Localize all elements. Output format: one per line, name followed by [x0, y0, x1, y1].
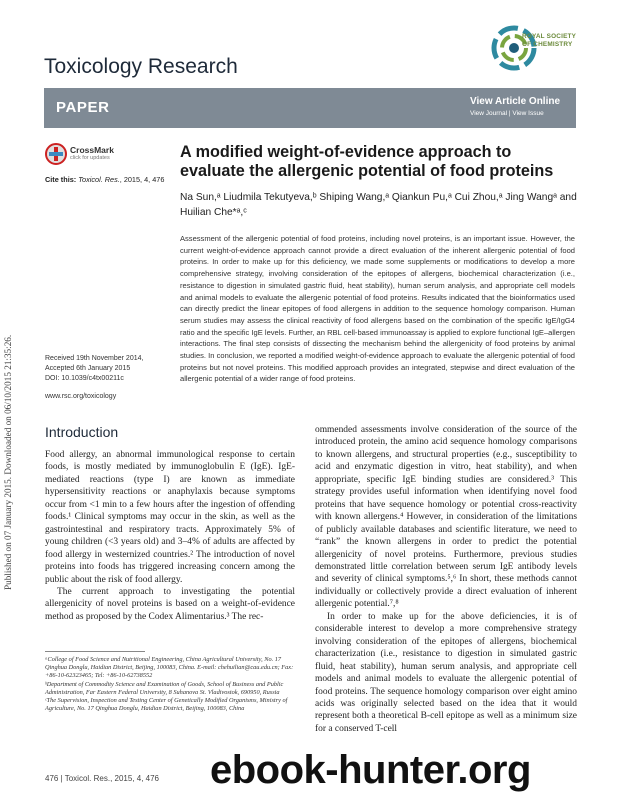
footnote: ᵇDepartment of Commodity Science and Examination of Goods, School of Business and Public Administration, Far Eastern Federal University, 8 Suhanova St. Vladivostok, 690950, Russia — [45, 680, 284, 696]
article-type-label: PAPER — [56, 99, 110, 116]
footnote: ᶜThe Supervision, Inspection and Testing Center of Genetically Modified Organisms, Ministry of Agriculture, No. 17 Qinghua Donglu, Haidian District, Beijing, 100083, China — [45, 697, 288, 713]
article-title: A modified weight-of-evidence approach to evaluate the allergenic potential of food proteins — [180, 143, 554, 180]
footnote: ᵃCollege of Food Science and Nutritional Engineering, China Agricultural University, No. 17 Qinghua Donglu, Haidian District, Beijing, 100083, China. E-mail: chehuilian@cau.edu.cn; Fax: +86-10-62323465; Tel: +86-10-62738552 — [45, 656, 294, 680]
publication-side-note: Published on 07 January 2015. Downloaded on 06/10/2015 21:35:26. — [3, 334, 13, 590]
article-dates: Received 19th November 2014, Accepted 6th January 2015 DOI: 10.1039/c4tx00211c — [45, 355, 144, 382]
paragraph: Food allergy, an abnormal immunological response to certain foods, is mostly mediated by immunoglobulin E (IgE). IgE-mediated reactions (type I) are known as immediate hypersensitivity reactions or anaphylaxis because symptoms occur from <1 min to a few hours after the ingestion of offending foods.¹ Clinical symptoms may occur in the skin, as well as the gastrointestinal and respiratory tracts. Approximately 5% of young children (<3 years old) and 3–4% of adults are affected by food allergy in westernized countries.² The introduction of novel proteins into foods has triggered increasing concern among the public about the risk of food allergy. — [45, 450, 295, 585]
article-type-banner — [44, 88, 576, 128]
rsc-logo-icon — [490, 20, 580, 80]
crossmark-sub: click for updates — [70, 155, 110, 161]
crossmark-badge[interactable] — [45, 143, 115, 165]
crossmark-icon — [45, 143, 67, 165]
author-list: Na Sun,ᵃ Liudmila Tekutyeva,ᵇ Shiping Wang,ᵃ Qiankun Pu,ᵃ Cui Zhou,ᵃ Jing Wangᵃ and Huilian Che*ᵃ,ᶜ — [180, 192, 577, 218]
journal-title: Toxicology Research — [44, 55, 238, 78]
citation: Cite this: Toxicol. Res., 2015, 4, 476 — [45, 175, 165, 184]
body-column-left — [45, 449, 295, 623]
affiliation-footnotes — [45, 656, 297, 713]
footnote-divider — [45, 651, 145, 652]
paragraph: In order to make up for the above deficiencies, it is of considerable interest to develop a more comprehensive strategy involving consideration of the epitopes of allergens, biochemical characterization (i.e., resistance to digestion in simulated gastric fluid, heat stability), human serum analysis, and appropriate cell models and animal models to evaluate the allergenic potential of food proteins. The sequence homology comparison over eight amino acids was originally selected based on the idea that it would represent both a theoretical B-cell epitope as well as a minimum size for a conserved T-cell — [315, 611, 577, 734]
paragraph: The current approach to investigating the potential allergenicity of novel proteins is based on a weight-of-evidence method as proposed by the Codex Alimentarius.³ The rec- — [45, 586, 295, 622]
section-heading-introduction: Introduction — [45, 424, 119, 440]
watermark: ebook-hunter.org — [210, 748, 531, 792]
publisher-name: ROYAL SOCIETY OF CHEMISTRY — [522, 33, 577, 48]
body-column-right — [315, 424, 577, 735]
page-footer: 476 | Toxicol. Res., 2015, 4, 476 — [45, 774, 160, 783]
journal-website-link[interactable]: www.rsc.org/toxicology — [45, 393, 117, 400]
journal-issue-links[interactable]: View Journal | View Issue — [470, 110, 544, 117]
abstract: Assessment of the allergenic potential of food proteins, including novel proteins, is an important issue. However, the current weight-of-evidence approach cannot provide a direct evaluation of the inherent allergenic potential of food proteins. In order to make up for this deficiency, we made some supplements or modifications to develop a more comprehensive strategy, involving consideration of the epitopes of allergens, biochemical characterization (i.e., resistance to digestion in simulated gastric fluid, heat stability), human serum analysis, and appropriate cell models and animal models to evaluate the allergenic potential of food proteins. Results indicated that the bioinformatics used can directly predict the linear epitopes of food allergens in addition to the sequence homology comparison. Human serum studies may assess the clinical reactivity of food allergens based on the combination of the specific IgE/IgG4 ratio and the specific IgE levels. Further, an RBL cell-based immunoassay is applied to explore functional IgE–allergen interactions. The final step consists of dissecting the mechanism behind the allergenicity of food proteins by animal studies. In conclusion, we reported a modified weight-of-evidence approach to evaluate the allergenic potential of food proteins but not novel proteins. This modified approach provides an integrated, stepwise and direct evaluation of the allergenic potential of a wider range of food proteins. — [180, 234, 575, 384]
view-article-online-link[interactable]: View Article Online — [470, 96, 561, 107]
paragraph: ommended assessments involve consideration of the source of the introduced protein, the amino acid sequence homology comparisons to known allergens, and structural properties (e.g., susceptibility to acid and enzymatic digestion in vitro, heat stability), and when appropriate, specific IgE binding studies are considered.³ This strategy provides useful information when identifying novel food proteins that have sequence homology or potential cross-reactivity with known allergens.⁴ However, in consideration of the limitations of publicly available databases and scientific literature, we need to “rank” the known allergens in order to predict the potential allergenicity of novel proteins. Furthermore, previous studies demonstrated little correlation between serum IgE antibody levels and severity of clinical symptoms.⁵,⁶ In short, these methods cannot individually or collectively provide a direct evaluation of inherent allergenic potential.⁷,⁸ — [315, 425, 577, 610]
crossmark-label: CrossMark — [70, 145, 114, 155]
